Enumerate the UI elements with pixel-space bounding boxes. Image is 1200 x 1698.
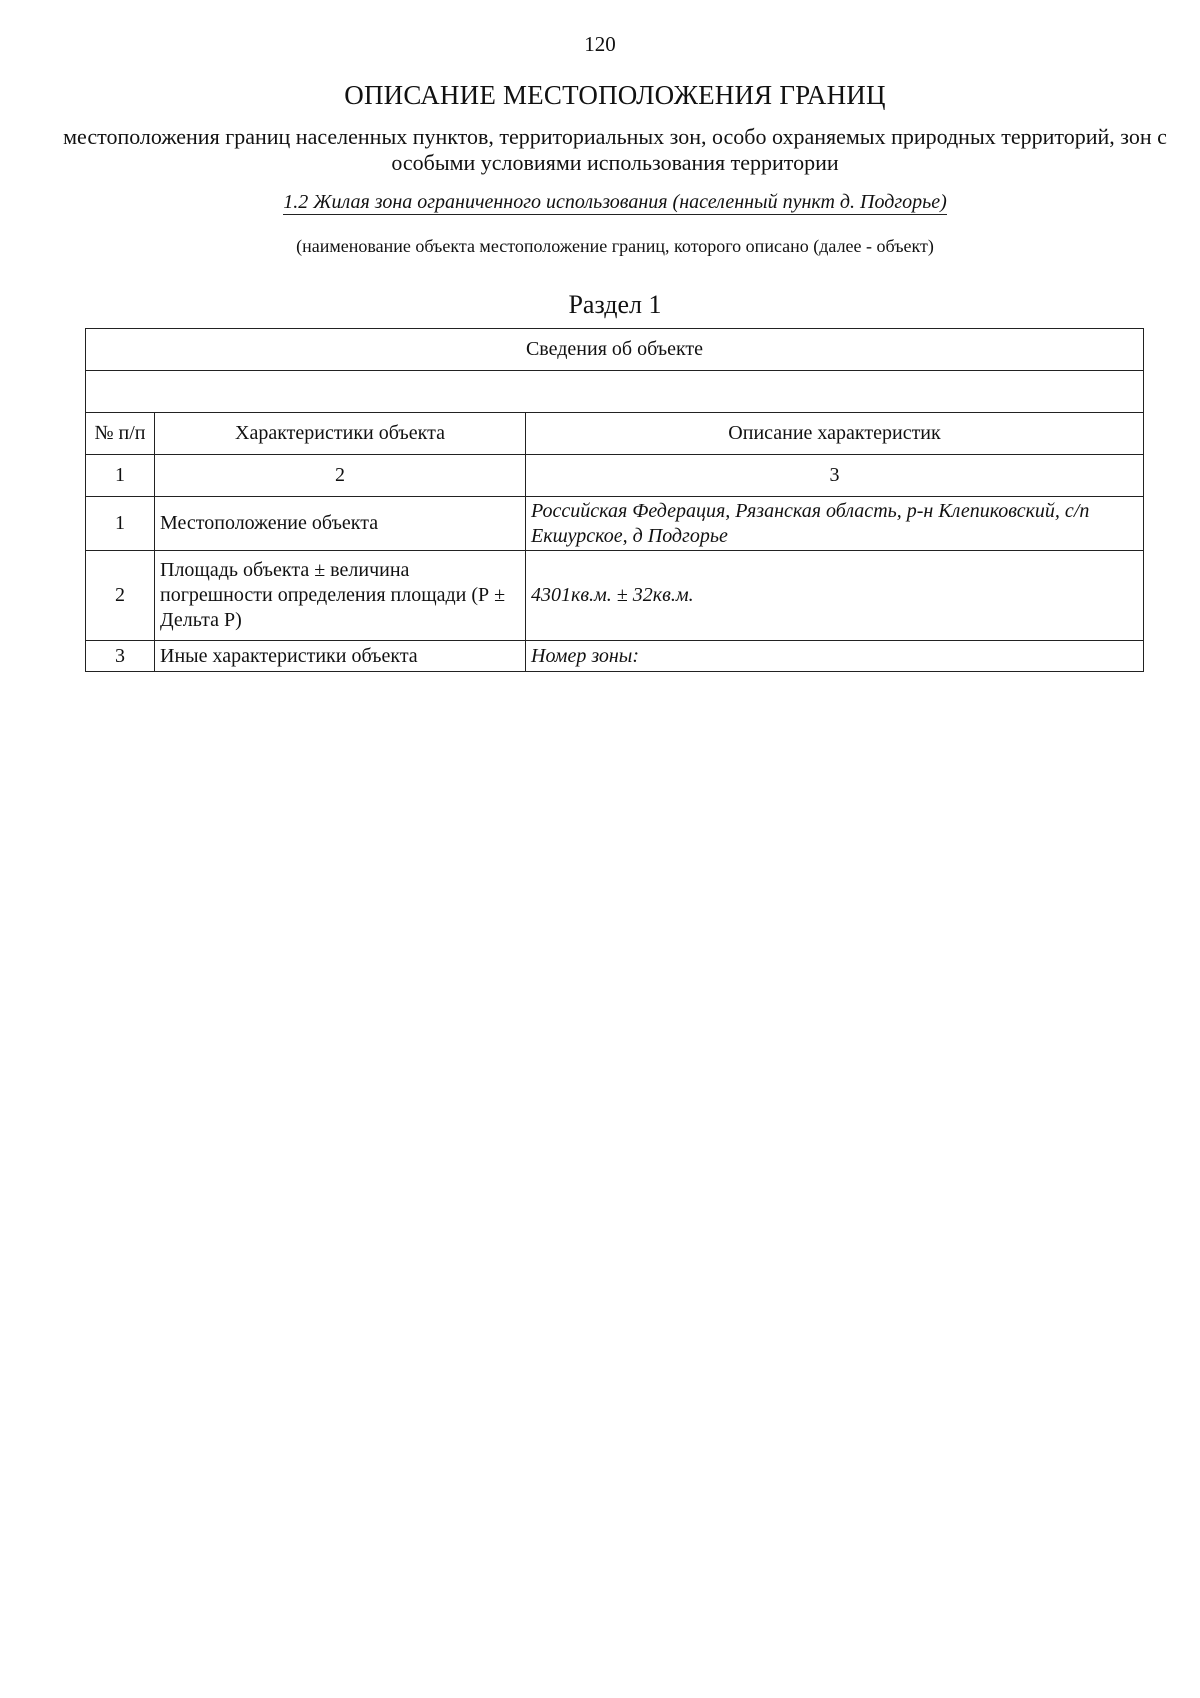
column-header-description: Описание характеристик bbox=[526, 413, 1144, 455]
object-caption: (наименование объекта местоположение границ, которого описано (далее - объект) bbox=[296, 236, 934, 256]
table-column-numbers-row bbox=[86, 455, 1144, 497]
table-empty-row bbox=[86, 371, 1144, 413]
object-info-table bbox=[85, 328, 1144, 672]
empty-cell bbox=[86, 371, 1144, 413]
table-row bbox=[86, 497, 1144, 551]
table-row bbox=[86, 551, 1144, 641]
table-title-row bbox=[86, 329, 1144, 371]
row-characteristic: Иные характеристики объекта bbox=[155, 641, 526, 672]
row-characteristic: Площадь объекта ± величина погрешности определения площади (Р ± Дельта Р) bbox=[155, 551, 526, 641]
page-number: 120 bbox=[584, 32, 616, 56]
row-number: 3 bbox=[86, 641, 155, 672]
row-number: 1 bbox=[86, 497, 155, 551]
column-number-3: 3 bbox=[526, 455, 1144, 497]
column-number-2: 2 bbox=[155, 455, 526, 497]
table-title: Сведения об объекте bbox=[86, 329, 1144, 371]
row-description: 4301кв.м. ± 32кв.м. bbox=[526, 551, 1144, 641]
section-title: Раздел 1 bbox=[568, 290, 662, 319]
row-description: Номер зоны: bbox=[526, 641, 1144, 672]
row-description: Российская Федерация, Рязанская область, р-н Клепиковский, с/п Екшурское, д Подгорье bbox=[526, 497, 1144, 551]
table-row bbox=[86, 641, 1144, 672]
object-name bbox=[0, 191, 1200, 214]
column-header-number: № п/п bbox=[86, 413, 155, 455]
row-characteristic: Местоположение объекта bbox=[155, 497, 526, 551]
document-subtitle: местоположения границ населенных пунктов, территориальных зон, особо охраняемых природных территорий, зон с особыми условиями использования территории bbox=[63, 124, 1167, 175]
column-number-1: 1 bbox=[86, 455, 155, 497]
column-header-characteristic: Характеристики объекта bbox=[155, 413, 526, 455]
row-number: 2 bbox=[86, 551, 155, 641]
table-header-row bbox=[86, 413, 1144, 455]
object-name-text: 1.2 Жилая зона ограниченного использования (населенный пункт д. Подгорье) bbox=[283, 191, 947, 213]
document-title: ОПИСАНИЕ МЕСТОПОЛОЖЕНИЯ ГРАНИЦ bbox=[344, 80, 886, 110]
